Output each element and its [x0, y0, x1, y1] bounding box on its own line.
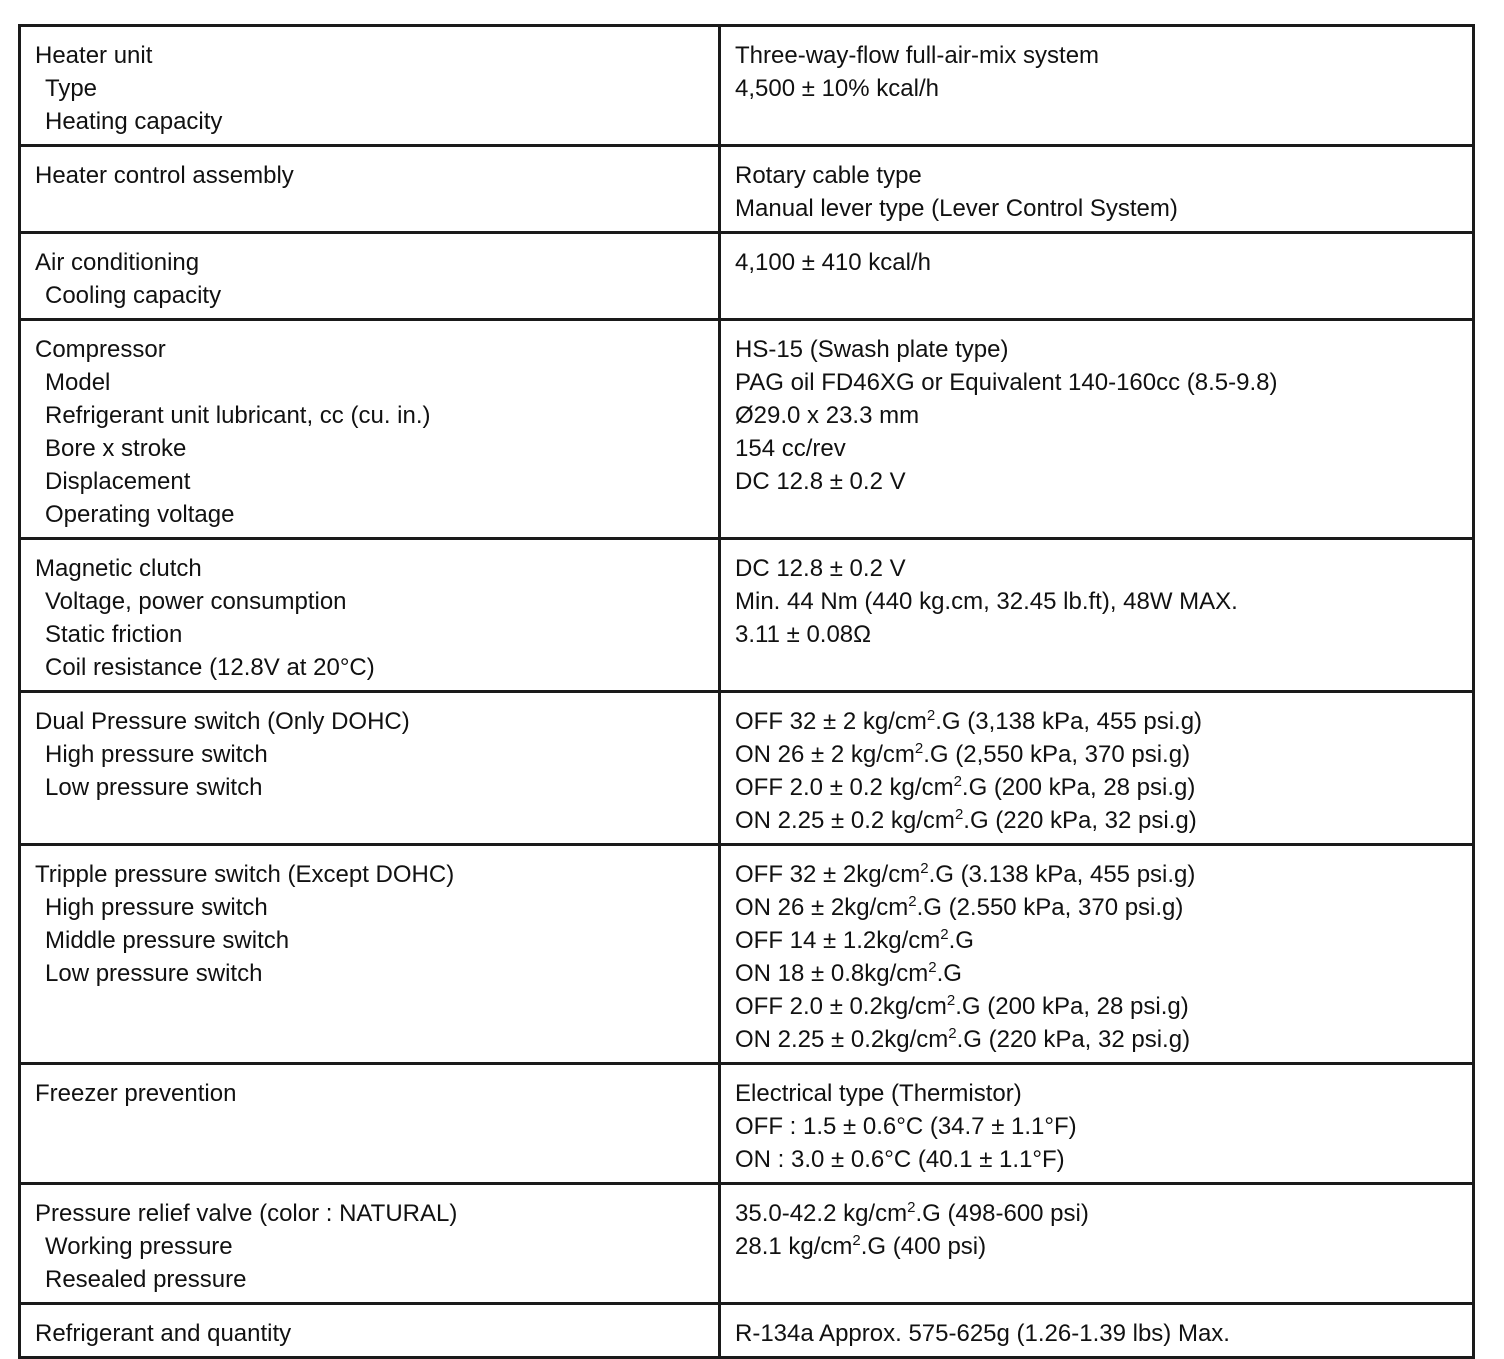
spec-label-cell — [20, 539, 720, 692]
spec-value-line: ON 2.25 ± 0.2 $kg/cm^2.G$ (220 kPa, 32 psi.g) — [735, 806, 1197, 834]
spec-label-cell — [20, 692, 720, 845]
spec-value-line: Ø29.0 x 23.3 mm — [735, 402, 920, 429]
spec-label-line: Resealed pressure — [45, 1266, 247, 1293]
air-conditioning-row — [20, 233, 1474, 320]
spec-value-cell — [720, 320, 1474, 539]
spec-value-line: 4,500 ± 10% kcal/h — [735, 75, 939, 102]
spec-label-cell — [20, 1304, 720, 1358]
spec-value-line: OFF 2.0 ± 0.2 $kg/cm^2.G$ (200 kPa, 28 psi.g) — [735, 773, 1196, 801]
spec-label-line: Low pressure switch — [45, 774, 263, 801]
spec-label-cell — [20, 146, 720, 233]
spec-value-cell — [720, 845, 1474, 1064]
spec-label-line: Cooling capacity — [45, 282, 222, 309]
spec-label-line: Working pressure — [45, 1233, 233, 1260]
spec-value-line: OFF $2.0 \pm 0.2kg/cm^2.G$ (200 kPa, 28 psi.g) — [735, 992, 1189, 1020]
pressure-relief-valve-row — [20, 1184, 1474, 1304]
spec-value-line: OFF $32 \pm 2kg/cm^2.G$ (3.138 kPa, 455 psi.g) — [735, 860, 1196, 888]
dual-pressure-switch-row — [20, 692, 1474, 845]
spec-label-cell — [20, 320, 720, 539]
spec-label-line: Dual Pressure switch (Only DOHC) — [35, 708, 410, 735]
spec-value-line: OFF 32 ± 2 $kg/cm^2.G$ (3,138 kPa, 455 psi.g) — [735, 707, 1203, 735]
spec-sheet — [18, 24, 1472, 1359]
spec-value-line: Electrical type (Thermistor) — [735, 1080, 1022, 1107]
spec-label-line: Compressor — [35, 336, 166, 363]
spec-label-line: Air conditioning — [35, 249, 200, 276]
spec-value-line: ON : 3.0 ± 0.6°C (40.1 ± 1.1°F) — [735, 1146, 1065, 1173]
spec-label-line: Refrigerant and quantity — [35, 1320, 292, 1347]
spec-value-line: OFF $14 \pm 1.2kg/cm^2.G$ — [735, 926, 974, 954]
spec-label-line: High pressure switch — [45, 741, 268, 768]
spec-label-line: Bore x stroke — [45, 435, 187, 462]
spec-value-line: Rotary cable type — [735, 162, 922, 189]
refrigerant-quantity-row — [20, 1304, 1474, 1358]
spec-value-cell — [720, 692, 1474, 845]
spec-label-line: Voltage, power consumption — [45, 588, 347, 615]
spec-label-line: Refrigerant unit lubricant, cc (cu. in.) — [45, 402, 431, 429]
spec-value-line: ON $2.25 \pm 0.2kg/cm^2.G$ (220 kPa, 32 psi.g) — [735, 1025, 1191, 1053]
freezer-prevention-row — [20, 1064, 1474, 1184]
magnetic-clutch-row — [20, 539, 1474, 692]
spec-value-cell — [720, 539, 1474, 692]
spec-label-cell — [20, 1064, 720, 1184]
spec-value-line: Manual lever type (Lever Control System) — [735, 195, 1178, 222]
spec-value-line: DC 12.8 ± 0.2 V — [735, 468, 906, 495]
spec-label-line: High pressure switch — [45, 894, 268, 921]
spec-value-line: DC 12.8 ± 0.2 V — [735, 555, 906, 582]
specifications-table — [18, 24, 1475, 1359]
spec-label-line: Magnetic clutch — [35, 555, 202, 582]
spec-value-line: HS-15 (Swash plate type) — [735, 336, 1009, 363]
spec-value-cell — [720, 1304, 1474, 1358]
spec-value-cell — [720, 1064, 1474, 1184]
spec-value-line: 35.0-42.2 $kg/cm^2.G$ (498-600 psi) — [735, 1199, 1089, 1227]
spec-label-line: Freezer prevention — [35, 1080, 237, 1107]
spec-value-cell — [720, 233, 1474, 320]
spec-label-cell — [20, 233, 720, 320]
spec-value-line: ON $26 \pm 2kg/cm^2.G$ (2.550 kPa, 370 psi.g) — [735, 893, 1184, 921]
spec-label-line: Heating capacity — [45, 108, 223, 135]
heater-unit-row — [20, 26, 1474, 146]
spec-value-line: Min. 44 Nm (440 kg.cm, 32.45 lb.ft), 48W MAX. — [735, 588, 1238, 615]
spec-label-line: Low pressure switch — [45, 960, 263, 987]
spec-value-line: 4,100 ± 410 kcal/h — [735, 249, 931, 276]
spec-value-line: PAG oil FD46XG or Equivalent 140-160cc (8.5-9.8) — [735, 369, 1278, 396]
spec-label-line: Type — [45, 75, 98, 102]
spec-label-line: Model — [45, 369, 111, 396]
spec-label-line: Displacement — [45, 468, 191, 495]
spec-label-line: Tripple pressure switch (Except DOHC) — [35, 861, 455, 888]
spec-value-cell — [720, 146, 1474, 233]
spec-label-cell — [20, 845, 720, 1064]
heater-control-assembly-row — [20, 146, 1474, 233]
spec-value-line: 28.1 $kg/cm^2.G$ (400 psi) — [735, 1232, 987, 1260]
tripple-pressure-switch-row — [20, 845, 1474, 1064]
spec-label-cell — [20, 26, 720, 146]
spec-label-line: Pressure relief valve (color : NATURAL) — [35, 1200, 458, 1227]
spec-value-line: 3.11 ± 0.08Ω — [735, 621, 872, 648]
spec-label-cell — [20, 1184, 720, 1304]
spec-label-line: Heater unit — [35, 42, 153, 69]
spec-label-line: Operating voltage — [45, 501, 235, 528]
spec-value-line: OFF : 1.5 ± 0.6°C (34.7 ± 1.1°F) — [735, 1113, 1077, 1140]
spec-value-line: R-134a Approx. 575-625g (1.26-1.39 lbs) Max. — [735, 1320, 1230, 1347]
spec-value-line: Three-way-flow full-air-mix system — [735, 42, 1100, 69]
specifications-table-body — [20, 26, 1474, 1358]
spec-label-line: Heater control assembly — [35, 162, 294, 189]
spec-value-cell — [720, 26, 1474, 146]
spec-label-line: Coil resistance (12.8V at 20°C) — [45, 654, 375, 681]
spec-label-line: Middle pressure switch — [45, 927, 290, 954]
spec-label-line: Static friction — [45, 621, 183, 648]
spec-value-line: ON $18 \pm 0.8kg/cm^2.G$ — [735, 959, 962, 987]
spec-value-line: 154 cc/rev — [735, 435, 846, 462]
compressor-row — [20, 320, 1474, 539]
spec-value-line: ON 26 ± 2 $kg/cm^2.G$ (2,550 kPa, 370 psi.g) — [735, 740, 1191, 768]
spec-value-cell — [720, 1184, 1474, 1304]
